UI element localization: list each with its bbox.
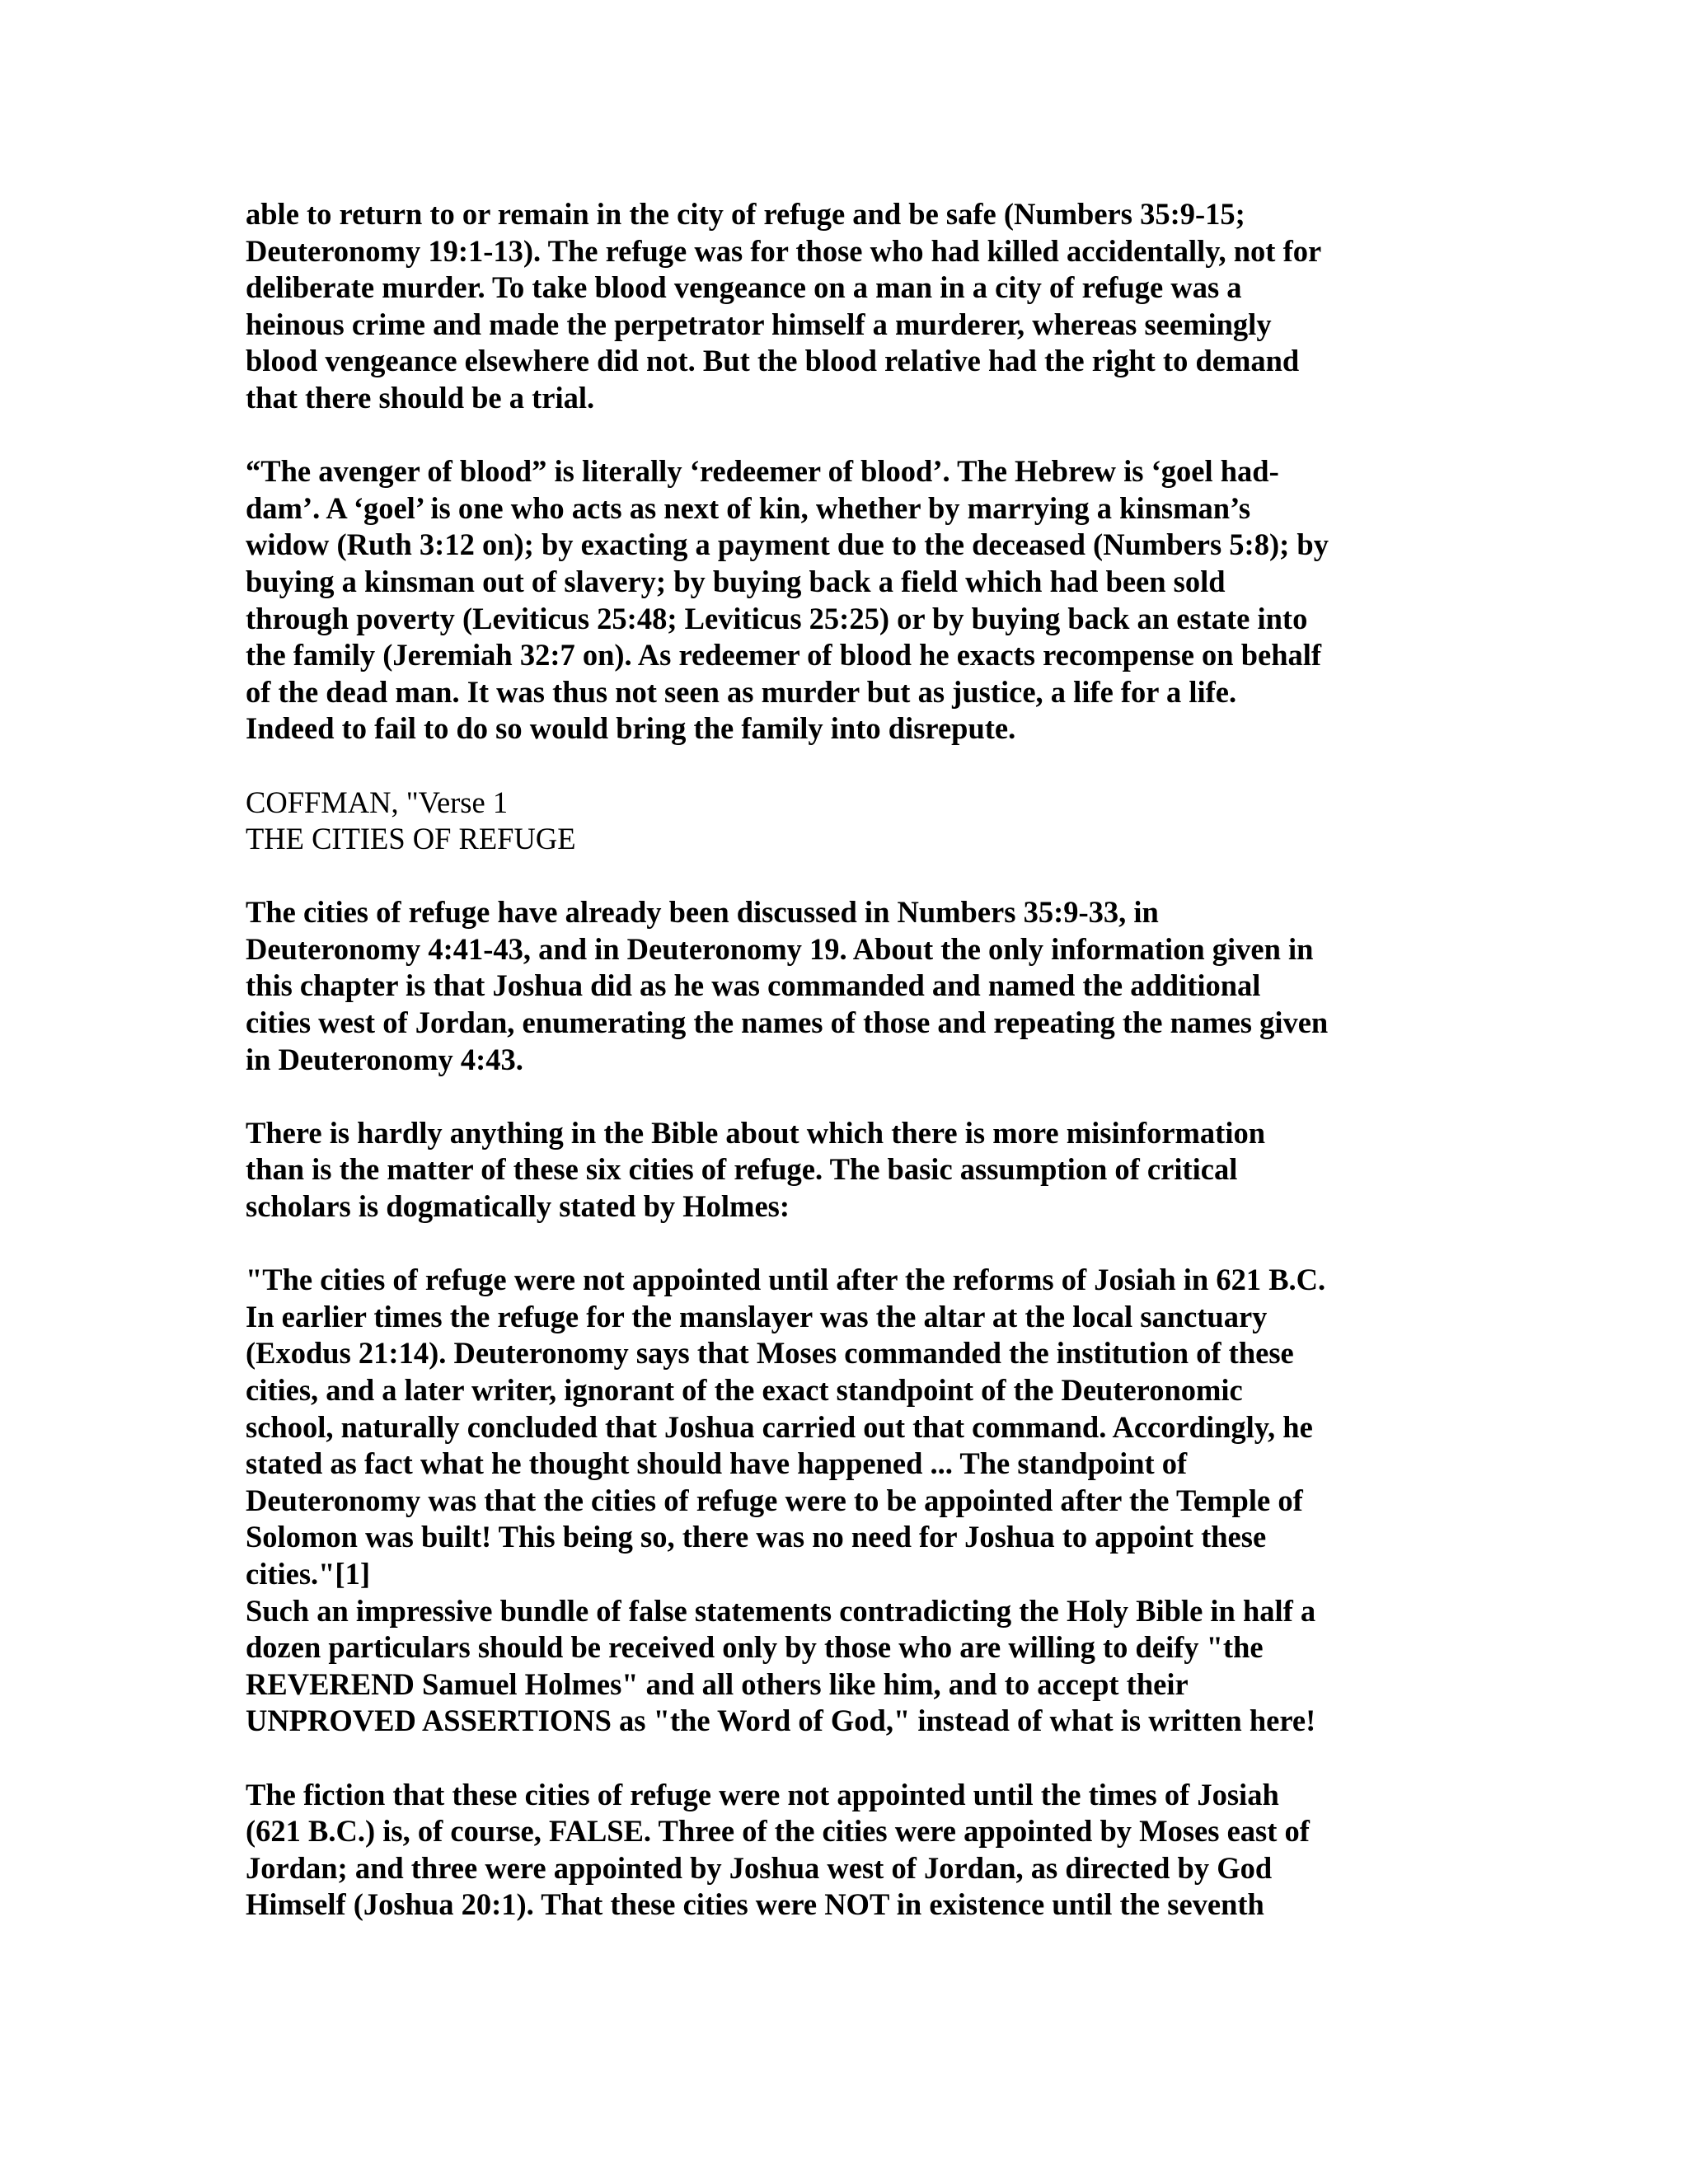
text-line: The fiction that these cities of refuge were not appointed until the times of Josiah (246, 1777, 1279, 1811)
text-line: stated as fact what he thought should have happened ... The standpoint of (246, 1446, 1188, 1481)
text-line: cities west of Jordan, enumerating the names of those and repeating the names given (246, 1005, 1329, 1040)
section-heading-coffman (246, 785, 1449, 858)
text-line: (621 B.C.) is, of course, FALSE. Three of the cities were appointed by Moses east of (246, 1814, 1310, 1849)
text-line: of the dead man. It was thus not seen as murder but as justice, a life for a life. (246, 674, 1237, 709)
text-line: that there should be a trial. (246, 380, 595, 415)
text-line: blood vengeance elsewhere did not. But the blood relative had the right to demand (246, 344, 1300, 378)
text-line: able to return to or remain in the city of refuge and be safe (Numbers 35:9-15; (246, 197, 1245, 231)
text-line: The cities of refuge have already been discussed in Numbers 35:9-33, in (246, 895, 1159, 930)
paragraph-fiction-josiah (246, 1777, 1449, 1924)
text-line: in Deuteronomy 4:43. (246, 1042, 523, 1076)
text-line: school, naturally concluded that Joshua carried out that command. Accordingly, he (246, 1409, 1313, 1444)
text-line: "The cities of refuge were not appointed until after the reforms of Josiah in 621 B.C. (246, 1263, 1326, 1297)
text-line: buying a kinsman out of slavery; by buying back a field which had been sold (246, 564, 1226, 598)
text-line: Himself (Joshua 20:1). That these cities were NOT in existence until the seventh (246, 1887, 1264, 1922)
text-line: than is the matter of these six cities of refuge. The basic assumption of critical (246, 1152, 1238, 1187)
text-line: Deuteronomy 19:1-13). The refuge was for those who had killed accidentally, not for (246, 233, 1322, 268)
text-line: There is hardly anything in the Bible about which there is more misinformation (246, 1115, 1266, 1150)
text-line: dam’. A ‘goel’ is one who acts as next of kin, whether by marrying a kinsman’s (246, 490, 1251, 525)
text-line: “The avenger of blood” is literally ‘redeemer of blood’. The Hebrew is ‘goel had- (246, 454, 1279, 489)
text-line: widow (Ruth 3:12 on); by exacting a payment due to the deceased (Numbers 5:8); by (246, 527, 1329, 562)
text-line: (Exodus 21:14). Deuteronomy says that Moses commanded the institution of these (246, 1336, 1294, 1371)
text-line: Indeed to fail to do so would bring the family into disrepute. (246, 711, 1016, 746)
text-line: Jordan; and three were appointed by Joshua west of Jordan, as directed by God (246, 1850, 1273, 1885)
text-line: scholars is dogmatically stated by Holmes: (246, 1189, 790, 1224)
text-line: Deuteronomy was that the cities of refuge were to be appointed after the Temple of (246, 1483, 1303, 1517)
text-line: cities, and a later writer, ignorant of the exact standpoint of the Deuteronomic (246, 1373, 1243, 1407)
heading-line: COFFMAN, "Verse 1 (246, 785, 509, 819)
text-line: Such an impressive bundle of false statements contradicting the Holy Bible in half a (246, 1593, 1316, 1628)
paragraph-holmes-quote (246, 1262, 1449, 1592)
text-line: In earlier times the refuge for the manslayer was the altar at the local sanctuary (246, 1299, 1268, 1333)
paragraph-cities-of-refuge-safety (246, 196, 1449, 417)
text-line: cities."[1] (246, 1556, 370, 1591)
text-line: Solomon was built! This being so, there was no need for Joshua to appoint these (246, 1520, 1267, 1554)
text-line: through poverty (Leviticus 25:48; Leviticus 25:25) or by buying back an estate into (246, 601, 1308, 635)
text-line: deliberate murder. To take blood vengeance on a man in a city of refuge was a (246, 270, 1242, 305)
paragraph-false-statements (246, 1593, 1449, 1740)
text-line: dozen particulars should be received only by those who are willing to deify "the (246, 1630, 1264, 1665)
heading-line: THE CITIES OF REFUGE (246, 822, 576, 856)
paragraph-misinformation (246, 1115, 1449, 1226)
text-line: this chapter is that Joshua did as he was commanded and named the additional (246, 968, 1261, 1003)
paragraph-avenger-of-blood (246, 453, 1449, 748)
text-line: the family (Jeremiah 32:7 on). As redeemer of blood he exacts recompense on behalf (246, 638, 1322, 673)
text-line: Deuteronomy 4:41-43, and in Deuteronomy 19. About the only information given in (246, 931, 1314, 966)
text-line: heinous crime and made the perpetrator himself a murderer, whereas seemingly (246, 307, 1272, 341)
paragraph-already-discussed (246, 894, 1449, 1078)
document-page (246, 196, 1449, 1924)
text-line: UNPROVED ASSERTIONS as "the Word of God," instead of what is written here! (246, 1704, 1316, 1738)
text-line: REVEREND Samuel Holmes" and all others like him, and to accept their (246, 1666, 1189, 1701)
